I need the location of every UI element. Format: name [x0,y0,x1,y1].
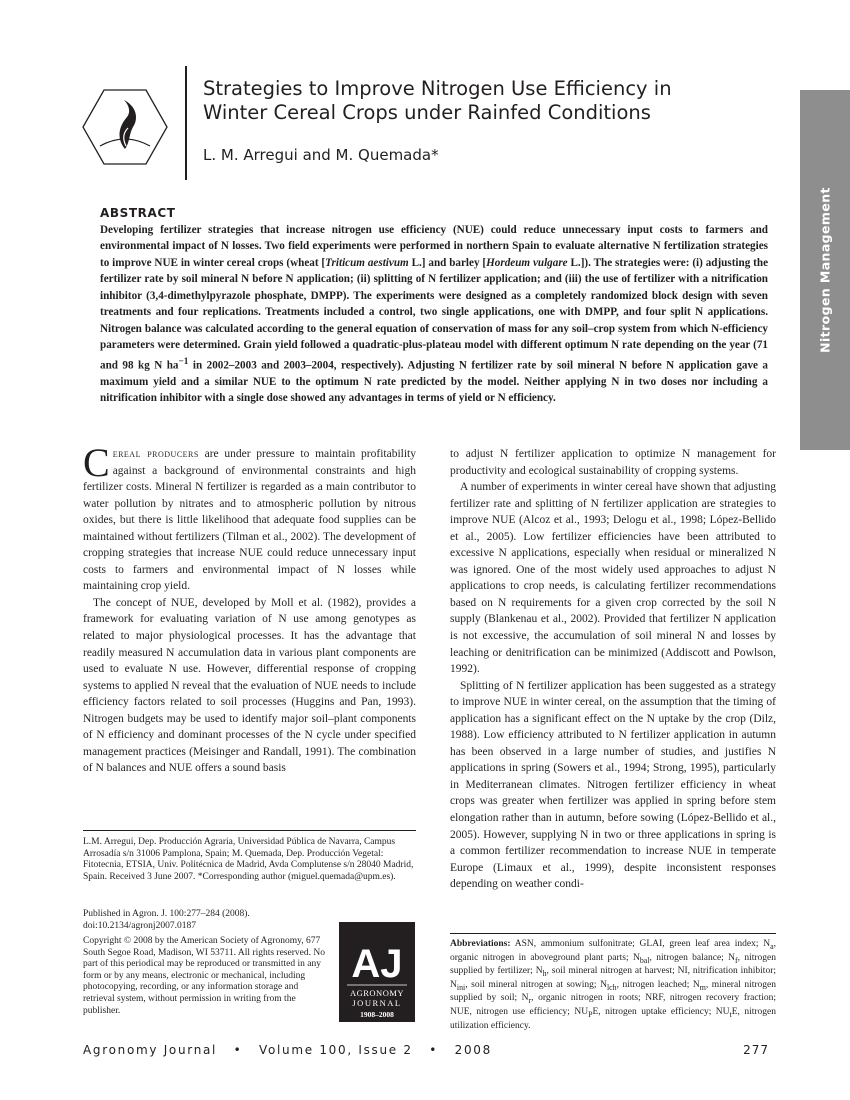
abstract-text-part: in 2002–2003 and 2003–2004, respectively). Adjusting N fertilizer rate by soil mineral N before N application gave a maximum yield and a similar NUE to the optimum N rate predicted by the model. Neither applying N in two doses nor including a nitrification inhibitor with a single dose showed any advantages in terms of yield or N efficiency. [100,359,769,405]
abbreviations-rule [450,933,776,934]
subscript: lch [606,982,617,992]
subscript: P [588,1009,593,1019]
side-tab-label: Nitrogen Management [817,187,833,353]
abbr-text: , soil mineral nitrogen at sowing; N [465,979,607,990]
paragraph: Splitting of N fertilizer application has been suggested as a strategy to improve NUE in winter cereal, on the assumption that the timing of application has a significant effect on the N uptake by the crop (Dilz, 1988). Low efficiency attributed to N fertilizer application in autumn has been observed in a large number of studies, and justifies N applications in spring (Sowers et al., 1994; Strong, 1995), particularly in Mediterranean climates. Nitrogen fertilizer efficiency in wheat crops was greater when fertilizer was applied in spring before stem elongation rather than in autumn, before sowing (López-Bellido et al., 2005). However, supplying N in two or three applications in spring is a common fertilizer recommendation to increase NUE in temperate Europe (Limaux et al., 1999), despite inconsistent responses depending on weather condi- [450,679,776,891]
abbr-text: E, nitrogen uptake efficiency; NU [592,1006,730,1017]
abstract-text-part: Developing fertilizer strategies that increase nitrogen use efficiency (NUE) could reduce unnecessary input costs to farmers and environmental impact of N losses. Two field experiments were performed in northern Spain to evaluate alternative N fertilization strategies to improve NUE in winter cereal crops (wheat [ [100,224,768,269]
article-title [203,77,723,125]
footnote-rule [83,830,416,831]
agronomy-journal-logo [339,922,415,1022]
body-right-column [450,446,776,893]
abstract-text-part: L.]). The strategies were: (i) adjusting the fertilizer rate by soil mineral N before N application; (ii) splitting of N fertilizer application; and (iii) the use of fertilizer with a nitrification inhibitor (3,4-dimethylpyrazole phosphate, DMPP). The experiments were designed as a completely randomized block design with seven treatments and four replications. Treatments included a control, two single applications, one with DMPP, and four split N applications. Nitrogen balance was calculated according to the general equation of conservation of mass for any soil–crop system from which N-efficiency parameters were determined. Grain yield followed a quadratic-plus-plateau model with different optimum N rate depending on the year (71 and 98 kg N ha [100,256,769,372]
abbr-text: , nitrogen supplied by fertilizer; N [450,952,776,977]
footer-journal: Agronomy Journal [83,1043,218,1057]
abbr-text: , nitrogen balance; N [649,952,735,963]
lead-in-smallcaps: ereal producers [112,448,199,460]
subscript: h [542,969,547,979]
paragraph: A number of experiments in winter cereal have shown that adjusting fertilizer rate and splitting of N fertilizer application are strategies to improve NUE (Alcoz et al., 1993; Delogu et al., 1998; López-Bellido et al., 2005). Low fertilizer efficiencies have been attributed to excessive N applications, especially when residual or mineralized N was ignored. One of the most widely used approaches to adjust N applications to crop needs, is calculating fertilizer recommendations based on N requirements for a given crop corrected by the soil N supply (Blankenau et al., 2002). Provided that fertilizer N application is not excessive, the accumulation of soil mineral N and losses by leaching or denitrification can be minimized (Addiscott and Powlson, 1992). [450,481,776,676]
subscript: f [735,955,738,965]
abbr-text: , organic nitrogen in aboveground plant parts; N [450,939,776,963]
page-number: 277 [743,1043,769,1057]
subscript: a [770,941,774,951]
subscript: m [699,982,706,992]
footer-year: 2008 [454,1043,492,1057]
title-line-2: Winter Cereal Crops under Rainfed Conditions [203,101,651,124]
title-rule [185,66,187,180]
subscript: r [528,996,532,1006]
footer-volume: Volume 100, Issue 2 [258,1043,413,1057]
paragraph: to adjust N fertilizer application to optimize N management for productivity and ecological sustainability of cropping systems. [450,448,776,477]
page-footer [83,1043,769,1059]
copyright-notice: Copyright © 2008 by the American Society of Agronomy, 677 South Segoe Road, Madison, WI 53711. All rights reserved. No part of this periodical may be reproduced or transmitted in any form or by any means, electronic or mechanical, including photocopying, recording, or any information storage and retrieval system, without permission in writing from the publisher. [83,936,325,1016]
subscript: ini [456,982,466,992]
logo-line-1: AGRONOMY [349,988,405,998]
abbr-text: , soil mineral nitrogen at harvest; NI, nitrification inhibitor; N [450,966,776,990]
abbr-text: ASN, ammonium sulfonitrate; GLAI, green leaf area index; N [510,939,771,949]
logo-years: 1908–2008 [360,1010,394,1019]
doi: doi:10.2134/agronj2007.0187 [83,920,196,931]
footer-bullet: • [429,1043,439,1057]
title-line-1: Strategies to Improve Nitrogen Use Efficiency in [203,77,672,100]
drop-cap: C [83,440,110,485]
subscript: bal [639,955,650,965]
logo-letters: AJ [351,942,403,986]
abbr-text: , mineral nitrogen supplied by soil; N [450,979,776,1004]
abbr-text: , nitrogen leached; N [616,979,700,990]
unit-exponent: −1 [178,356,189,367]
footer-bullet: • [233,1043,243,1057]
abbr-text: E, nitrogen utilization efficiency. [450,1006,776,1031]
species-name: Triticum aestivum [325,256,409,269]
abstract-heading: ABSTRACT [100,206,176,220]
section-side-tab [800,90,850,450]
abbr-text: , organic nitrogen in roots; NRF, nitrogen recovery fraction; NUE, nitrogen use efficiency; NU [450,993,776,1017]
species-name: Hordeum vulgare [486,256,568,269]
authors: L. M. Arregui and M. Quemada* [203,146,439,164]
paragraph: are under pressure to maintain profitability against a background of environmental constraints and high fertilizer costs. Mineral N fertilizer is regarded as a main contributor to water pollution by nitrates and to atmospheric pollution by nitrous oxides, but there is little likelihood that adequate food supplies can be maintained without fertilizers (Tilman et al., 2002). The development of cropping strategies that increase NUE could reduce unnecessary input costs to farmers and environmental impact of N losses while maintaining crop yield. [83,448,416,593]
running-footer [83,1043,492,1057]
logo-line-2: JOURNAL [352,998,402,1008]
body-left-column [83,440,416,777]
abstract-text [100,222,768,407]
abstract-text-part: L.] and barley [ [408,256,487,269]
subscript: t [729,1009,732,1019]
hexagon-flame-icon [82,88,168,166]
author-affiliation: L.M. Arregui, Dep. Producción Agraria, Universidad Pública de Navarra, Campus Arrosadía s/n 31006 Pamplona, Spain; M. Quemada, Dep. Producción Vegetal: Fitotecnia, ETSIA, Univ. Politécnica de Madrid, Avda Complutense s/n 28040 Madrid, Spain. Received 3 June 2007. *Corresponding author (miguel.quemada@upm.es). [83,837,414,882]
paragraph: The concept of NUE, developed by Moll et al. (1982), provides a framework for evaluating variation of N use among genotypes as related to major physiological processes. It has the advantage that readily measured N accumulation data in various plant components are used to evaluate N use. However, differential response of cropping systems to applied N reveal that the evaluation of NUE needs to include efficiency factors related to soil processes (Huggins and Pan, 1993). Nitrogen budgets may be used to identify major soil–plant components of N efficiency and dominant processes of the N cycle under specified management practices (Meisinger and Randall, 1991). The combination of N balances and NUE offers a sound basis [83,596,416,775]
published-citation: Published in Agron. J. 100:277–284 (2008). [83,909,250,919]
abbreviations-heading: Abbreviations: [450,939,511,949]
abbreviations [450,939,776,1032]
